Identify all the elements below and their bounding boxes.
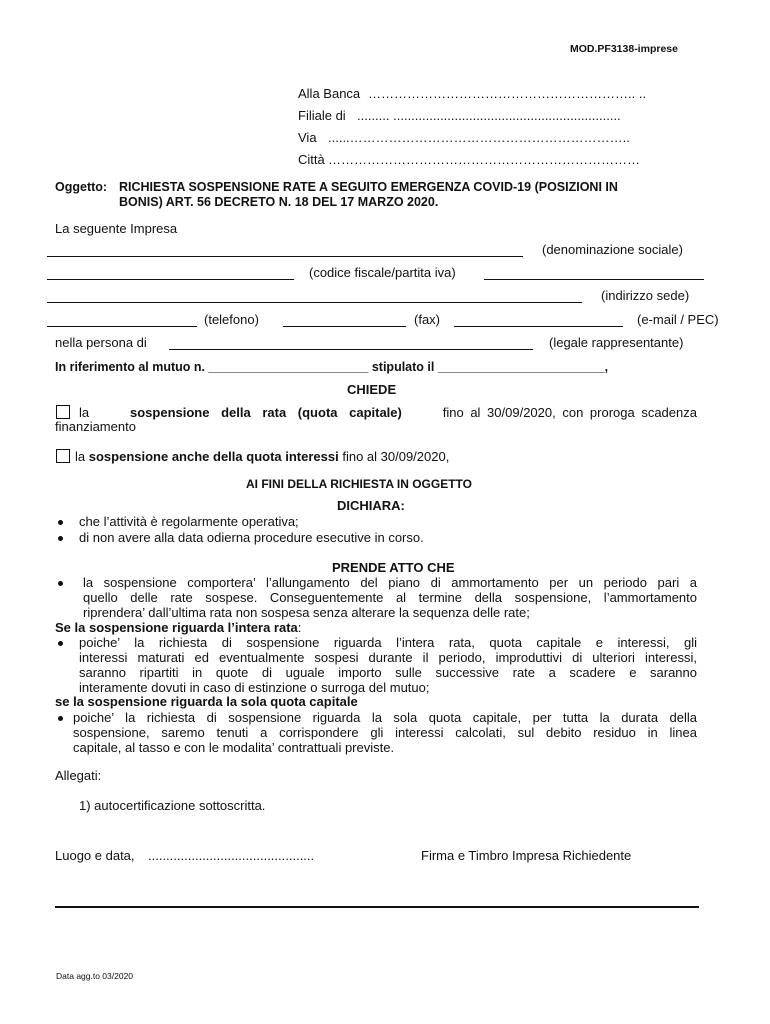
tax-code-field[interactable] [47,279,294,280]
place-date-label: Luogo e data, [55,848,135,863]
legal-rep-field[interactable] [169,349,533,350]
bullet-icon [58,581,63,586]
declaration-item: di non avere alla data odierna procedure esecutive in corso. [79,530,424,545]
option-capital-text-c: fino al 30/09/2020, con proroga scadenza [442,405,697,420]
bullet-icon [58,520,63,525]
person-prefix: nella persona di [55,335,147,350]
city-dots: ……………………………………………………………… [328,152,640,167]
branch-label: Filiale di [298,108,346,123]
bullet-icon [58,536,63,541]
signature-line[interactable] [55,906,699,908]
option-interest-text-bold: sospensione anche della quota interessi [88,449,339,464]
place-date-field[interactable]: .............................................. [148,848,315,863]
update-date: Data agg.to 03/2020 [56,971,134,981]
company-name-field[interactable] [47,256,523,257]
subject-label: Oggetto: [55,180,108,194]
subject-line-2: BONIS) ART. 56 DECRETO N. 18 DEL 17 MARZO 2020. [119,195,439,209]
address-field[interactable] [47,302,582,303]
email-field[interactable] [454,326,623,327]
option-capital-text-a: la [79,405,90,420]
city-label: Città [298,152,325,167]
option-capital-text-bold: sospensione della rata (quota capitale) [130,405,402,420]
stamp-label: Firma e Timbro Impresa Richiedente [421,848,632,863]
email-label: (e-mail / PEC) [637,312,719,327]
request-title: CHIEDE [347,382,397,397]
branch-dots: ......... ............................................................... [357,108,621,123]
bullet-icon [58,716,63,721]
option-interest-text-c: fino al 30/09/2020, [342,449,450,464]
option-capital-cont: finanziamento [55,419,136,434]
street-dots: ......……………………………………………………….. [328,130,630,145]
acknowledge-title: PRENDE ATTO CHE [332,560,455,575]
fax-label: (fax) [414,312,440,327]
tax-code-field-extra[interactable] [484,279,704,280]
address-label: (indirizzo sede) [601,288,690,303]
capital-heading: se la sospensione riguarda la sola quota capitale [55,694,358,709]
option-interest-checkbox[interactable] [56,449,70,463]
acknowledge-item-2: poiche’ la richiesta di sospensione riguarda l’intera rata, quota capitale e interessi, gli interessi maturati ed eventualmente sospesi durante il periodo, improduttivi di ulteriori interessi, saranno ripartiti in quote di uguale importo sulle successive rate a scadere e saranno interamente dovuti in caso di estinzione o surroga del mutuo; [79,635,697,695]
acknowledge-item-3: poiche’ la richiesta di sospensione riguarda la sola quota capitale, per tutta la durata della sospensione, saremo tenuti a corrispondere gli interessi calcolati, sul debito residuo in linea capitale, al tasso e con le modalita’ contrattuali previste. [73,710,697,755]
form-code: MOD.PF3138-imprese [570,43,678,55]
subject-line-1: RICHIESTA SOSPENSIONE RATE A SEGUITO EMERGENZA COVID-19 (POSIZIONI IN [119,180,618,194]
phone-field[interactable] [47,326,197,327]
acknowledge-item-1: la sospensione comporterа’ l’allungamento del piano di ammortamento per un periodo pari a quello delle rate sospese. Conseguentemente al termine della sospensione, l’ammortamento riprendera’ dall’ultima rata non sospesa senza alterare la sequenza delle rate; [83,575,697,620]
declaration-item: che l’attività è regolarmente operativa; [79,514,299,529]
bullet-icon [58,641,63,646]
attachments-label: Allegati: [55,768,102,783]
legal-rep-label: (legale rappresentante) [549,335,684,350]
street-label: Via [298,130,317,145]
attachment-item: 1) autocertificazione sottoscritta. [79,798,266,813]
company-name-label: (denominazione sociale) [542,242,683,257]
bank-dots: …………………………………………………….. .. [368,86,647,101]
tax-code-label: (codice fiscale/partita iva) [309,265,456,280]
purpose-title: AI FINI DELLA RICHIESTA IN OGGETTO [246,477,473,491]
phone-label: (telefono) [204,312,259,327]
bank-label: Alla Banca [298,86,361,101]
declaration-title: DICHIARA: [337,498,405,513]
loan-reference: In riferimento al mutuo n. _______________________ stipulato il ________________________, [55,360,609,374]
option-interest-text-a: la [75,449,86,464]
full-rate-heading: Se la sospensione riguarda l’intera rata: [55,620,302,635]
option-capital-row [79,405,697,420]
company-intro: La seguente Impresa [55,221,178,236]
option-interest-row [75,449,449,464]
option-capital-checkbox[interactable] [56,405,70,419]
fax-field[interactable] [283,326,406,327]
